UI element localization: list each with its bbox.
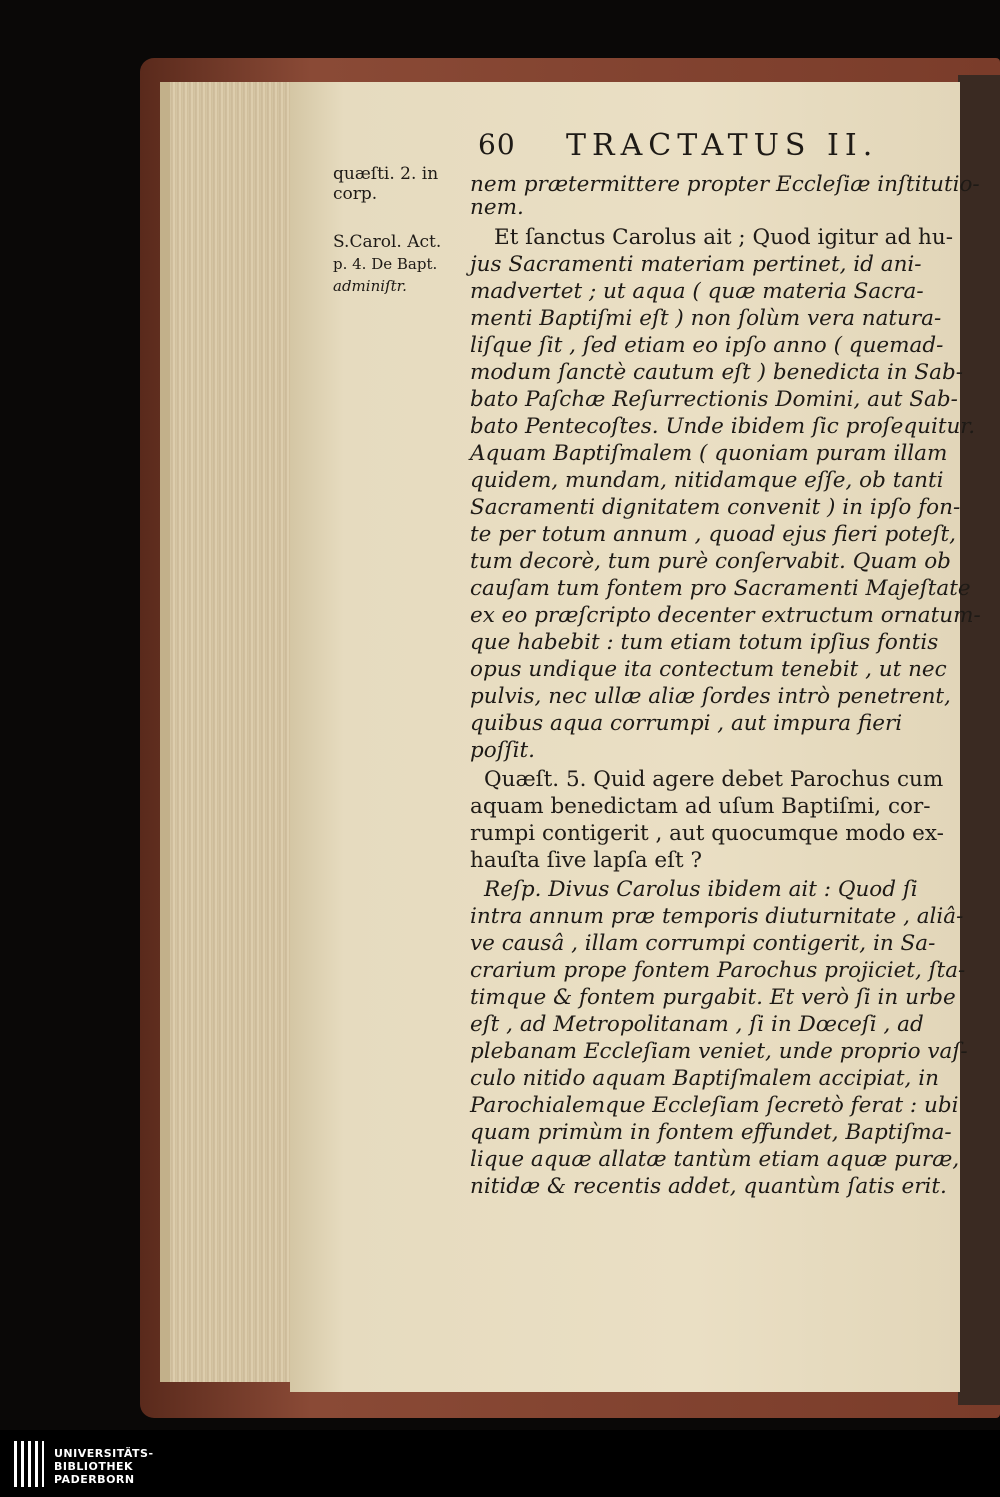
text-line: aquam benedictam ad uſum Baptiſmi, cor- xyxy=(470,794,931,819)
margin-note: quæſti. 2. in xyxy=(333,164,439,184)
text-line: timque & fontem purgabit. Et verò ſi in urbe xyxy=(470,985,956,1010)
text-line: Sacramenti dignitatem convenit ) in ipſo fon- xyxy=(470,495,961,520)
text-line: ve causâ , illam corrumpi contigerit, in Sa- xyxy=(470,931,936,956)
text-line: cauſam tum fontem pro Sacramenti Majeſtate xyxy=(470,576,971,601)
text-line: jus Sacramenti materiam pertinet, id ani- xyxy=(470,252,922,277)
page-number: 60 xyxy=(478,128,516,161)
margin-note: S.Carol. Act. xyxy=(333,232,442,252)
text-line: madvertet ; ut aqua ( quæ materia Sacra- xyxy=(470,279,924,304)
footer-bar xyxy=(0,1430,1000,1497)
text-line: nem prætermittere propter Eccleſiæ inſtitutio- xyxy=(470,172,980,197)
text-line: hauſta ſive lapſa eſt ? xyxy=(470,848,703,873)
text-line: te per totum annum , quoad ejus fieri poteſt, xyxy=(470,522,956,547)
text-line: crarium prope fontem Parochus projiciet, ſta- xyxy=(470,958,966,983)
text-line: eſt , ad Metropolitanam , ſi in Dœceſi , ad xyxy=(470,1012,924,1037)
library-logo-text: BIBLIOTHEK xyxy=(54,1460,134,1473)
text-line: intra annum præ temporis diuturnitate , aliâ- xyxy=(470,904,964,929)
page-edges xyxy=(160,82,300,1382)
text-line: nitidæ & recentis addet, quantùm ſatis erit. xyxy=(470,1174,947,1199)
text-line: menti Baptiſmi eſt ) non ſolùm vera natura- xyxy=(470,306,942,331)
text-line: culo nitido aquam Baptiſmalem accipiat, in xyxy=(470,1066,939,1091)
text-line: que habebit : tum etiam totum ipſius fontis xyxy=(470,630,939,655)
text-line: ex eo præſcripto decenter extructum ornatum- xyxy=(470,603,981,628)
text-line: Parochialemque Eccleſiam ſecretò ferat : ubi xyxy=(470,1093,959,1118)
text-line: opus undique ita contectum tenebit , ut nec xyxy=(470,657,947,682)
text-line: liſque ſit , ſed etiam eo ipſo anno ( quemad- xyxy=(470,333,944,358)
margin-note: p. 4. De Bapt. xyxy=(333,255,438,273)
text-line: nem. xyxy=(470,195,524,220)
text-line: Et ſanctus Carolus ait ; Quod igitur ad hu- xyxy=(494,225,954,250)
margin-note: corp. xyxy=(333,184,378,204)
text-line: bato Pentecoſtes. Unde ibidem ſic proſequitur. xyxy=(470,414,976,439)
text-line: lique aquæ allatæ tantùm etiam aquæ puræ, xyxy=(470,1147,960,1172)
text-line: rumpi contigerit , aut quocumque modo ex- xyxy=(470,821,944,846)
text-line: Reſp. Divus Carolus ibidem ait : Quod ſi xyxy=(484,877,918,902)
text-line: poſſit. xyxy=(470,738,535,763)
text-line: modum ſanctè cautum eſt ) benedicta in Sab- xyxy=(470,360,963,385)
text-line: bato Paſchæ Reſurrectionis Domini, aut Sab- xyxy=(470,387,958,412)
library-logo-text: PADERBORN xyxy=(54,1473,135,1486)
library-logo-text: UNIVERSITÄTS- xyxy=(54,1447,154,1460)
margin-note: adminiſtr. xyxy=(333,277,407,295)
library-logo-icon xyxy=(14,1441,46,1487)
text-line: tum decorè, tum purè conſervabit. Quam ob xyxy=(470,549,951,574)
facing-page-edge xyxy=(958,75,1000,1405)
running-title: TRACTATUS II. xyxy=(566,128,879,163)
text-line: pulvis, nec ullæ aliæ ſordes intrò penetrent, xyxy=(470,684,951,709)
text-line: quidem, mundam, nitidamque eſſe, ob tanti xyxy=(470,468,944,493)
text-line: quibus aqua corrumpi , aut impura fieri xyxy=(470,711,903,736)
text-line: Quæſt. 5. Quid agere debet Parochus cum xyxy=(484,767,944,792)
text-line: plebanam Eccleſiam veniet, unde proprio vaſ- xyxy=(470,1039,968,1064)
text-line: Aquam Baptiſmalem ( quoniam puram illam xyxy=(470,441,948,466)
text-line: quam primùm in fontem effundet, Baptiſma- xyxy=(470,1120,952,1145)
